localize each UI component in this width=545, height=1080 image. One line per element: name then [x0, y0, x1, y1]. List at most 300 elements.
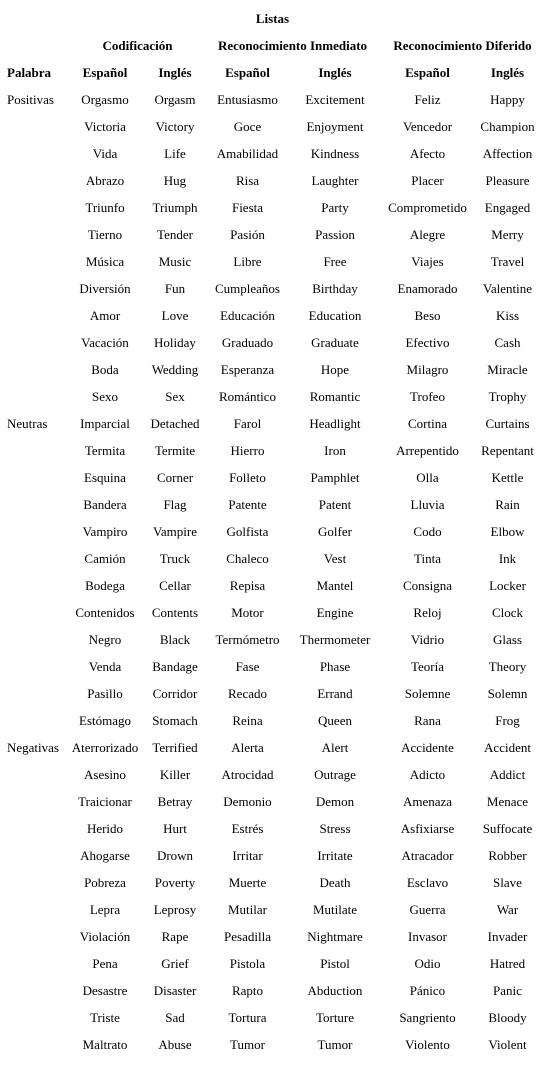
inmediato-ingles-cell: Stress	[319, 821, 351, 836]
row-category-cell	[0, 572, 70, 599]
codificacion-ingles-cell: Triumph	[152, 200, 198, 215]
diferido-espanol-cell: Tinta	[414, 551, 441, 566]
table-row	[0, 788, 545, 815]
table-row	[0, 1031, 545, 1058]
diferido-espanol-cell: Arrepentido	[396, 443, 459, 458]
column-header-ingles: Inglés	[490, 65, 525, 80]
column-header-palabra: Palabra	[7, 65, 52, 80]
inmediato-espanol-cell: Fiesta	[231, 200, 264, 215]
row-category-cell	[0, 167, 70, 194]
diferido-ingles-cell: Repentant	[481, 443, 534, 458]
inmediato-ingles-cell: Free	[323, 254, 347, 269]
diferido-ingles-cell: Hatred	[489, 956, 526, 971]
codificacion-espanol-cell: Traicionar	[78, 794, 132, 809]
row-category-cell	[0, 923, 70, 950]
codificacion-espanol-cell: Abrazo	[85, 173, 125, 188]
diferido-ingles-cell: Curtains	[485, 416, 530, 431]
codificacion-ingles-cell: Drown	[156, 848, 194, 863]
table-row	[0, 1004, 545, 1031]
diferido-ingles-cell: Engaged	[484, 200, 531, 215]
row-category-cell	[0, 950, 70, 977]
codificacion-ingles-cell: Rape	[161, 929, 189, 944]
diferido-ingles-cell: Frog	[495, 713, 520, 728]
diferido-espanol-cell: Cortina	[408, 416, 447, 431]
inmediato-ingles-cell: Demon	[315, 794, 355, 809]
inmediato-espanol-cell: Muerte	[228, 875, 267, 890]
diferido-espanol-cell: Lluvia	[410, 497, 445, 512]
codificacion-ingles-cell: Love	[161, 308, 189, 323]
diferido-ingles-cell: Panic	[493, 983, 522, 998]
inmediato-ingles-cell: Queen	[318, 713, 352, 728]
codificacion-espanol-cell: Venda	[88, 659, 122, 674]
row-category-cell	[0, 302, 70, 329]
row-category-cell	[0, 788, 70, 815]
inmediato-espanol-cell: Estrés	[231, 821, 264, 836]
diferido-espanol-cell: Amenaza	[402, 794, 453, 809]
diferido-espanol-cell: Trofeo	[410, 389, 445, 404]
diferido-ingles-cell: Robber	[488, 848, 527, 863]
codificacion-ingles-cell: Flag	[163, 497, 187, 512]
diferido-ingles-cell: Cash	[494, 335, 521, 350]
group-header-inmediato: Reconocimiento Inmediato	[217, 38, 368, 53]
table-row	[0, 221, 545, 248]
codificacion-espanol-cell: Desastre	[82, 983, 128, 998]
group-header-codificacion: Codificación	[102, 38, 173, 53]
column-header-espanol: Español	[225, 65, 270, 80]
codificacion-espanol-cell: Termita	[84, 443, 126, 458]
inmediato-espanol-cell: Termómetro	[215, 632, 280, 647]
inmediato-ingles-cell: Headlight	[309, 416, 361, 431]
column-header-ingles: Inglés	[158, 65, 192, 80]
codificacion-espanol-cell: Diversión	[79, 281, 131, 296]
codificacion-ingles-cell: Corner	[156, 470, 194, 485]
diferido-ingles-cell: Kettle	[491, 470, 524, 485]
inmediato-ingles-cell: Birthday	[312, 281, 358, 296]
codificacion-ingles-cell: Victory	[155, 119, 195, 134]
diferido-ingles-cell: Suffocate	[482, 821, 533, 836]
table-row	[0, 302, 545, 329]
inmediato-espanol-cell: Graduado	[221, 335, 274, 350]
inmediato-ingles-cell: Thermometer	[299, 632, 371, 647]
codificacion-espanol-cell: Asesino	[84, 767, 126, 782]
row-category-cell	[0, 140, 70, 167]
row-category-cell	[0, 275, 70, 302]
inmediato-espanol-cell: Reina	[232, 713, 263, 728]
codificacion-espanol-cell: Contenidos	[75, 605, 135, 620]
diferido-ingles-cell: Bloody	[488, 1010, 527, 1025]
diferido-ingles-cell: Accident	[484, 740, 531, 755]
diferido-ingles-cell: Kiss	[495, 308, 520, 323]
inmediato-ingles-cell: Patent	[318, 497, 352, 512]
table-row	[0, 869, 545, 896]
inmediato-espanol-cell: Pistola	[229, 956, 266, 971]
table-row	[0, 329, 545, 356]
group-header-row	[0, 32, 545, 59]
inmediato-espanol-cell: Tumor	[230, 1037, 265, 1052]
codificacion-ingles-cell: Bandage	[152, 659, 198, 674]
codificacion-espanol-cell: Triste	[90, 1010, 120, 1025]
diferido-espanol-cell: Consigna	[402, 578, 453, 593]
codificacion-ingles-cell: Detached	[150, 416, 200, 431]
codificacion-espanol-cell: Estómago	[79, 713, 131, 728]
codificacion-espanol-cell: Bandera	[83, 497, 127, 512]
diferido-espanol-cell: Odio	[414, 956, 441, 971]
diferido-espanol-cell: Codo	[413, 524, 442, 539]
row-category-cell	[0, 599, 70, 626]
row-category-cell	[0, 356, 70, 383]
codificacion-ingles-cell: Betray	[157, 794, 193, 809]
diferido-ingles-cell: Ink	[498, 551, 517, 566]
inmediato-ingles-cell: Torture	[315, 1010, 355, 1025]
row-category-cell	[0, 491, 70, 518]
diferido-espanol-cell: Asfixiarse	[400, 821, 455, 836]
diferido-espanol-cell: Reloj	[413, 605, 442, 620]
table-row	[0, 572, 545, 599]
codificacion-ingles-cell: Sad	[165, 1010, 185, 1025]
inmediato-espanol-cell: Recado	[228, 686, 267, 701]
diferido-espanol-cell: Atracador	[401, 848, 454, 863]
codificacion-ingles-cell: Tender	[157, 227, 193, 242]
inmediato-espanol-cell: Romántico	[218, 389, 277, 404]
codificacion-espanol-cell: Maltrato	[82, 1037, 128, 1052]
table-row	[0, 275, 545, 302]
row-category-cell	[0, 194, 70, 221]
inmediato-ingles-cell: Laughter	[311, 173, 359, 188]
diferido-espanol-cell: Comprometido	[388, 200, 467, 215]
diferido-espanol-cell: Olla	[416, 470, 439, 485]
codificacion-ingles-cell: Vampire	[152, 524, 198, 539]
codificacion-ingles-cell: Holiday	[154, 335, 196, 350]
codificacion-ingles-cell: Grief	[161, 956, 189, 971]
inmediato-espanol-cell: Patente	[228, 497, 267, 512]
codificacion-ingles-cell: Cellar	[159, 578, 191, 593]
row-category-cell: Positivas	[7, 92, 54, 107]
codificacion-espanol-cell: Esquina	[84, 470, 126, 485]
diferido-ingles-cell: Slave	[493, 875, 522, 890]
table-row	[0, 896, 545, 923]
inmediato-ingles-cell: Mutilate	[312, 902, 358, 917]
inmediato-espanol-cell: Atrocidad	[221, 767, 274, 782]
row-category-cell	[0, 545, 70, 572]
row-category-cell	[0, 977, 70, 1004]
inmediato-ingles-cell: Nightmare	[307, 929, 363, 944]
inmediato-espanol-cell: Entusiasmo	[217, 92, 278, 107]
inmediato-espanol-cell: Libre	[233, 254, 262, 269]
inmediato-ingles-cell: Engine	[316, 605, 354, 620]
codificacion-espanol-cell: Aterrorizado	[71, 740, 139, 755]
table-row	[0, 653, 545, 680]
inmediato-espanol-cell: Farol	[233, 416, 262, 431]
codificacion-ingles-cell: Killer	[159, 767, 191, 782]
table-row	[0, 248, 545, 275]
inmediato-ingles-cell: Abduction	[307, 983, 363, 998]
diferido-ingles-cell: Travel	[490, 254, 525, 269]
codificacion-ingles-cell: Sex	[165, 389, 185, 404]
codificacion-espanol-cell: Violación	[79, 929, 131, 944]
table-row	[0, 734, 545, 761]
inmediato-espanol-cell: Repisa	[229, 578, 266, 593]
diferido-espanol-cell: Guerra	[409, 902, 446, 917]
diferido-ingles-cell: War	[496, 902, 519, 917]
inmediato-ingles-cell: Golfer	[318, 524, 352, 539]
codificacion-ingles-cell: Life	[164, 146, 186, 161]
inmediato-ingles-cell: Graduate	[311, 335, 359, 350]
inmediato-ingles-cell: Iron	[324, 443, 346, 458]
diferido-ingles-cell: Valentine	[482, 281, 533, 296]
table-row	[0, 977, 545, 1004]
codificacion-espanol-cell: Triunfo	[85, 200, 125, 215]
diferido-espanol-cell: Feliz	[414, 92, 441, 107]
row-category-cell	[0, 815, 70, 842]
inmediato-espanol-cell: Folleto	[229, 470, 266, 485]
codificacion-espanol-cell: Vida	[92, 146, 118, 161]
row-category-cell	[0, 842, 70, 869]
diferido-espanol-cell: Afecto	[409, 146, 446, 161]
codificacion-ingles-cell: Stomach	[152, 713, 198, 728]
column-header-ingles: Inglés	[318, 65, 352, 80]
codificacion-espanol-cell: Lepra	[89, 902, 121, 917]
codificacion-espanol-cell: Herido	[86, 821, 124, 836]
table-row	[0, 950, 545, 977]
table-row	[0, 86, 545, 113]
inmediato-ingles-cell: Passion	[315, 227, 355, 242]
codificacion-espanol-cell: Amor	[89, 308, 121, 323]
row-category-cell	[0, 248, 70, 275]
row-category-cell	[0, 1031, 70, 1058]
codificacion-ingles-cell: Poverty	[154, 875, 196, 890]
inmediato-espanol-cell: Pesadilla	[224, 929, 271, 944]
diferido-espanol-cell: Solemne	[404, 686, 451, 701]
row-category-cell	[0, 221, 70, 248]
diferido-ingles-cell: Locker	[489, 578, 526, 593]
table-title-row	[0, 5, 545, 32]
table-row	[0, 356, 545, 383]
codificacion-espanol-cell: Vampiro	[82, 524, 128, 539]
table-row	[0, 707, 545, 734]
codificacion-espanol-cell: Vacación	[81, 335, 129, 350]
codificacion-ingles-cell: Fun	[164, 281, 186, 296]
table-row	[0, 167, 545, 194]
diferido-ingles-cell: Champion	[480, 119, 535, 134]
diferido-espanol-cell: Vidrio	[410, 632, 445, 647]
table-row	[0, 545, 545, 572]
codificacion-espanol-cell: Imparcial	[80, 416, 130, 431]
inmediato-ingles-cell: Kindness	[310, 146, 360, 161]
table-row	[0, 383, 545, 410]
diferido-ingles-cell: Rain	[495, 497, 520, 512]
codificacion-espanol-cell: Orgasmo	[81, 92, 129, 107]
inmediato-espanol-cell: Educación	[220, 308, 275, 323]
diferido-ingles-cell: Trophy	[488, 389, 527, 404]
diferido-espanol-cell: Teoría	[410, 659, 444, 674]
row-category-cell	[0, 869, 70, 896]
table-row	[0, 491, 545, 518]
inmediato-espanol-cell: Alerta	[231, 740, 264, 755]
inmediato-espanol-cell: Irritar	[232, 848, 263, 863]
codificacion-espanol-cell: Pasillo	[87, 686, 123, 701]
row-category-cell	[0, 653, 70, 680]
inmediato-espanol-cell: Motor	[231, 605, 264, 620]
table-row	[0, 923, 545, 950]
column-header-espanol: Español	[405, 65, 450, 80]
codificacion-ingles-cell: Truck	[159, 551, 191, 566]
codificacion-ingles-cell: Terrified	[152, 740, 198, 755]
inmediato-espanol-cell: Tortura	[228, 1010, 267, 1025]
inmediato-ingles-cell: Tumor	[317, 1037, 353, 1052]
inmediato-ingles-cell: Outrage	[314, 767, 356, 782]
diferido-ingles-cell: Clock	[491, 605, 524, 620]
row-category-cell	[0, 113, 70, 140]
row-category-cell: Negativas	[7, 740, 59, 755]
inmediato-ingles-cell: Hope	[320, 362, 350, 377]
diferido-espanol-cell: Placer	[411, 173, 444, 188]
inmediato-ingles-cell: Alert	[321, 740, 349, 755]
diferido-espanol-cell: Viajes	[411, 254, 444, 269]
codificacion-ingles-cell: Wedding	[151, 362, 199, 377]
diferido-ingles-cell: Miracle	[487, 362, 528, 377]
table-row	[0, 410, 545, 437]
diferido-espanol-cell: Vencedor	[402, 119, 453, 134]
codificacion-espanol-cell: Negro	[88, 632, 122, 647]
row-category-cell	[0, 680, 70, 707]
column-header-row	[0, 59, 545, 86]
codificacion-ingles-cell: Corridor	[152, 686, 198, 701]
codificacion-espanol-cell: Ahogarse	[80, 848, 130, 863]
inmediato-ingles-cell: Education	[308, 308, 362, 323]
inmediato-ingles-cell: Errand	[317, 686, 353, 701]
table-row	[0, 761, 545, 788]
row-category-cell: Neutras	[7, 416, 48, 431]
inmediato-ingles-cell: Party	[321, 200, 349, 215]
table-row	[0, 194, 545, 221]
row-category-cell	[0, 1004, 70, 1031]
codificacion-ingles-cell: Termite	[154, 443, 196, 458]
diferido-ingles-cell: Happy	[490, 92, 525, 107]
codificacion-ingles-cell: Disaster	[153, 983, 197, 998]
diferido-espanol-cell: Accidente	[401, 740, 454, 755]
table-row	[0, 626, 545, 653]
inmediato-espanol-cell: Fase	[235, 659, 260, 674]
inmediato-espanol-cell: Chaleco	[226, 551, 269, 566]
inmediato-espanol-cell: Cumpleaños	[215, 281, 280, 296]
inmediato-ingles-cell: Enjoyment	[306, 119, 364, 134]
inmediato-espanol-cell: Demonio	[223, 794, 272, 809]
codificacion-espanol-cell: Pena	[92, 956, 118, 971]
table-row	[0, 599, 545, 626]
codificacion-ingles-cell: Orgasm	[154, 92, 196, 107]
diferido-ingles-cell: Pleasure	[485, 173, 530, 188]
row-category-cell	[0, 707, 70, 734]
diferido-espanol-cell: Pánico	[409, 983, 446, 998]
diferido-ingles-cell: Affection	[482, 146, 533, 161]
codificacion-ingles-cell: Hurt	[163, 821, 187, 836]
diferido-espanol-cell: Enamorado	[397, 281, 458, 296]
inmediato-ingles-cell: Vest	[323, 551, 347, 566]
diferido-ingles-cell: Addict	[489, 767, 526, 782]
codificacion-espanol-cell: Pobreza	[84, 875, 126, 890]
diferido-ingles-cell: Menace	[486, 794, 529, 809]
diferido-espanol-cell: Sangriento	[399, 1010, 456, 1025]
inmediato-ingles-cell: Death	[319, 875, 351, 890]
inmediato-espanol-cell: Amabilidad	[216, 146, 279, 161]
inmediato-ingles-cell: Excitement	[305, 92, 365, 107]
diferido-espanol-cell: Rana	[414, 713, 441, 728]
inmediato-ingles-cell: Pamphlet	[310, 470, 360, 485]
diferido-espanol-cell: Invasor	[408, 929, 447, 944]
codificacion-espanol-cell: Boda	[91, 362, 119, 377]
diferido-espanol-cell: Alegre	[409, 227, 446, 242]
table-row	[0, 815, 545, 842]
codificacion-espanol-cell: Música	[85, 254, 125, 269]
row-category-cell	[0, 437, 70, 464]
diferido-ingles-cell: Glass	[493, 632, 522, 647]
diferido-espanol-cell: Beso	[414, 308, 441, 323]
table-row	[0, 140, 545, 167]
row-category-cell	[0, 329, 70, 356]
inmediato-espanol-cell: Risa	[235, 173, 260, 188]
inmediato-ingles-cell: Phase	[319, 659, 351, 674]
row-category-cell	[0, 464, 70, 491]
diferido-ingles-cell: Elbow	[490, 524, 525, 539]
diferido-espanol-cell: Adicto	[409, 767, 446, 782]
table-title: Listas	[255, 11, 290, 26]
codificacion-ingles-cell: Music	[158, 254, 192, 269]
codificacion-espanol-cell: Tierno	[87, 227, 123, 242]
inmediato-ingles-cell: Romantic	[309, 389, 361, 404]
table-row	[0, 518, 545, 545]
inmediato-espanol-cell: Goce	[233, 119, 262, 134]
row-category-cell	[0, 626, 70, 653]
inmediato-ingles-cell: Mantel	[316, 578, 354, 593]
group-header-diferido: Reconocimiento Diferido	[393, 38, 532, 53]
diferido-ingles-cell: Violent	[488, 1037, 527, 1052]
inmediato-ingles-cell: Irritate	[317, 848, 353, 863]
codificacion-espanol-cell: Camión	[84, 551, 126, 566]
row-category-cell	[0, 383, 70, 410]
table-row	[0, 464, 545, 491]
row-category-cell	[0, 761, 70, 788]
diferido-espanol-cell: Esclavo	[406, 875, 449, 890]
inmediato-espanol-cell: Mutilar	[228, 902, 267, 917]
table-row	[0, 680, 545, 707]
diferido-ingles-cell: Theory	[488, 659, 527, 674]
codificacion-ingles-cell: Leprosy	[153, 902, 197, 917]
row-category-cell	[0, 518, 70, 545]
inmediato-ingles-cell: Pistol	[320, 956, 350, 971]
inmediato-espanol-cell: Hierro	[230, 443, 265, 458]
codificacion-espanol-cell: Bodega	[85, 578, 125, 593]
table-row	[0, 842, 545, 869]
diferido-espanol-cell: Milagro	[406, 362, 449, 377]
codificacion-espanol-cell: Sexo	[92, 389, 118, 404]
diferido-ingles-cell: Merry	[491, 227, 524, 242]
column-header-espanol: Español	[82, 65, 128, 80]
inmediato-espanol-cell: Esperanza	[220, 362, 275, 377]
inmediato-espanol-cell: Rapto	[231, 983, 264, 998]
table-row	[0, 437, 545, 464]
diferido-ingles-cell: Solemn	[487, 686, 528, 701]
table-row	[0, 113, 545, 140]
diferido-espanol-cell: Violento	[405, 1037, 450, 1052]
inmediato-espanol-cell: Pasión	[230, 227, 265, 242]
codificacion-ingles-cell: Contents	[151, 605, 199, 620]
diferido-espanol-cell: Efectivo	[405, 335, 450, 350]
diferido-ingles-cell: Invader	[487, 929, 528, 944]
codificacion-ingles-cell: Black	[159, 632, 191, 647]
row-category-cell	[0, 896, 70, 923]
inmediato-espanol-cell: Golfista	[226, 524, 269, 539]
codificacion-espanol-cell: Victoria	[84, 119, 126, 134]
